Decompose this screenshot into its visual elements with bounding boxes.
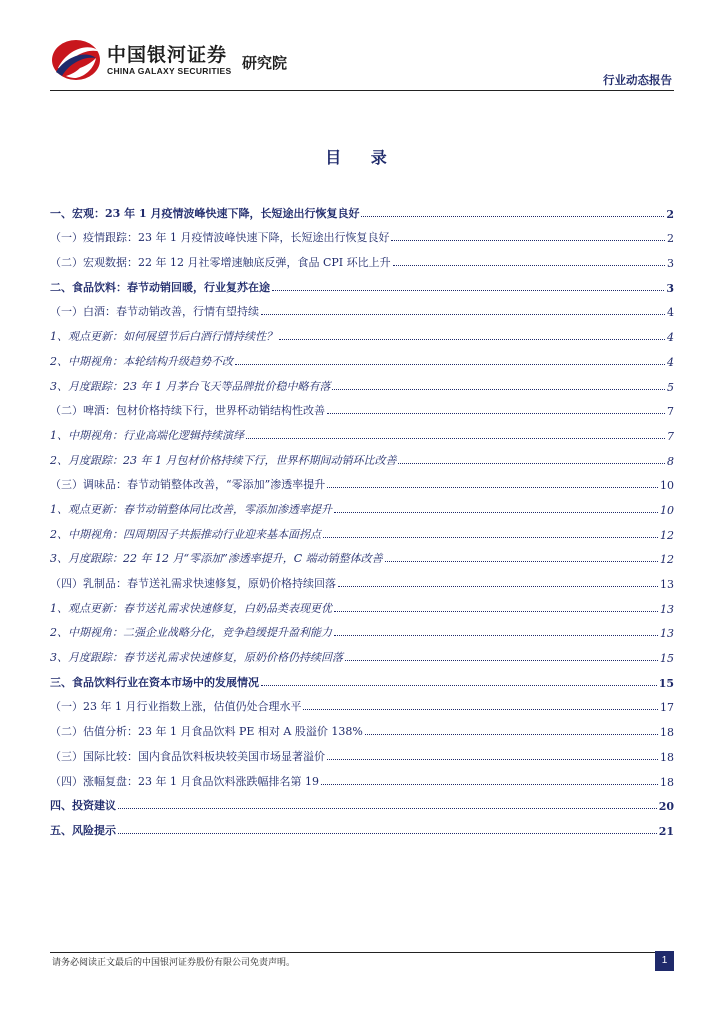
toc-title: 目 录 xyxy=(325,148,399,167)
galaxy-logo-icon xyxy=(50,38,102,82)
page-number: 1 xyxy=(655,951,674,971)
toc-entry[interactable] xyxy=(50,369,674,394)
footer-divider xyxy=(50,952,674,953)
report-type-label: 行业动态报告 xyxy=(603,73,672,87)
toc-entry-title: 2、中期视角：本轮结构升级趋势不改 xyxy=(50,354,233,368)
toc-leader-dots xyxy=(334,512,658,513)
toc-entry-title: （一）白酒：春节动销改善，行情有望持续 xyxy=(50,305,259,319)
toc-entry[interactable] xyxy=(50,566,674,591)
toc-leader-dots xyxy=(332,389,665,390)
toc-entry[interactable] xyxy=(50,542,674,567)
footer-disclaimer: 请务必阅读正文最后的中国银河证券股份有限公司免责声明。 xyxy=(52,958,296,968)
toc-leader-dots xyxy=(235,364,665,365)
toc-leader-dots xyxy=(361,216,664,217)
toc-entry-title: （二）宏观数据：22 年 12 月社零增速触底反弹，食品 CPI 环比上升 xyxy=(50,256,391,270)
toc-leader-dots xyxy=(323,537,658,538)
toc-entry-title: （三）国际比较：国内食品饮料板块较美国市场显著溢价 xyxy=(50,749,325,763)
toc-entry[interactable] xyxy=(50,739,674,764)
toc-leader-dots xyxy=(279,339,665,340)
toc-leader-dots xyxy=(272,290,664,291)
toc-entry-title: 一、宏观：23 年 1 月疫情波峰快速下降，长短途出行恢复良好 xyxy=(50,206,360,220)
table-of-contents xyxy=(50,196,674,838)
toc-entry-page: 20 xyxy=(658,800,674,814)
toc-entry-page: 2 xyxy=(667,232,674,246)
toc-entry-page: 13 xyxy=(660,602,674,616)
toc-leader-dots xyxy=(365,734,658,735)
toc-entry-title: 1、观点更新：如何展望节后白酒行情持续性？ xyxy=(50,330,277,344)
toc-entry-page: 5 xyxy=(667,380,674,394)
toc-leader-dots xyxy=(334,611,658,612)
toc-entry-page: 4 xyxy=(667,306,674,320)
toc-entry-page: 8 xyxy=(667,454,674,468)
toc-entry[interactable] xyxy=(50,591,674,616)
toc-leader-dots xyxy=(327,413,665,414)
toc-entry[interactable] xyxy=(50,789,674,814)
toc-entry[interactable] xyxy=(50,492,674,517)
toc-entry-title: 3、月度跟踪：22 年 12 月“零添加”渗透率提升，C 端动销整体改善 xyxy=(50,552,383,566)
toc-entry-title: 1、观点更新：春节送礼需求快速修复，白奶品类表现更优 xyxy=(50,601,332,615)
toc-entry-page: 17 xyxy=(660,701,674,715)
toc-entry-title: （三）调味品：春节动销整体改善，“零添加”渗透率提升 xyxy=(50,478,326,492)
toc-entry-page: 18 xyxy=(660,750,674,764)
toc-entry[interactable] xyxy=(50,714,674,739)
toc-entry-title: （一）23 年 1 月行业指数上涨，估值仍处合理水平 xyxy=(50,700,302,714)
toc-entry-page: 2 xyxy=(666,207,674,221)
toc-entry-page: 21 xyxy=(658,824,674,838)
toc-entry[interactable] xyxy=(50,443,674,468)
toc-entry[interactable] xyxy=(50,394,674,419)
toc-entry-title: （四）乳制品：春节送礼需求快速修复，原奶价格持续回落 xyxy=(50,577,336,590)
toc-entry-title: 3、月度跟踪：23 年 1 月茅台飞天等品牌批价稳中略有落 xyxy=(50,379,331,393)
toc-entry-page: 7 xyxy=(667,405,674,419)
toc-leader-dots xyxy=(261,314,665,315)
toc-entry[interactable] xyxy=(50,319,674,344)
page-header xyxy=(0,0,724,92)
header-divider xyxy=(50,90,674,91)
toc-entry-title: （四）涨幅复盘：23 年 1 月食品饮料涨跌幅排名第 19 xyxy=(50,774,319,788)
toc-entry-page: 10 xyxy=(660,479,674,493)
brand-name-en: CHINA GALAXY SECURITIES xyxy=(107,66,232,76)
toc-entry-page: 10 xyxy=(660,503,674,517)
toc-entry-page: 7 xyxy=(667,429,674,443)
toc-entry-page: 18 xyxy=(660,775,674,789)
toc-entry-page: 18 xyxy=(660,726,674,740)
toc-entry-title: 三、食品饮料行业在资本市场中的发展情况 xyxy=(50,675,259,689)
toc-entry[interactable] xyxy=(50,196,674,221)
toc-entry-page: 3 xyxy=(666,281,674,295)
toc-entry[interactable] xyxy=(50,517,674,542)
toc-entry[interactable] xyxy=(50,616,674,641)
toc-leader-dots xyxy=(118,833,657,834)
toc-entry-title: 二、食品饮料：春节动销回暖，行业复苏在途 xyxy=(50,280,270,294)
toc-leader-dots xyxy=(334,635,658,636)
toc-entry[interactable] xyxy=(50,221,674,246)
toc-entry[interactable] xyxy=(50,270,674,295)
toc-entry-title: 五、风险提示 xyxy=(50,823,116,837)
toc-entry[interactable] xyxy=(50,813,674,838)
toc-entry-page: 13 xyxy=(660,627,674,641)
toc-leader-dots xyxy=(345,660,658,661)
toc-entry[interactable] xyxy=(50,690,674,715)
toc-entry-title: 四、投资建议 xyxy=(50,799,116,813)
toc-leader-dots xyxy=(321,784,658,785)
toc-entry-page: 15 xyxy=(658,676,674,690)
toc-entry[interactable] xyxy=(50,245,674,270)
toc-leader-dots xyxy=(118,808,657,809)
toc-entry-title: 2、中期视角：四周期因子共振推动行业迎来基本面拐点 xyxy=(50,527,321,541)
toc-entry-title: （一）疫情跟踪：23 年 1 月疫情波峰快速下降，长短途出行恢复良好 xyxy=(50,231,390,245)
toc-leader-dots xyxy=(246,438,665,439)
toc-entry-title: （二）啤酒：包材价格持续下行，世界杯动销结构性改善 xyxy=(50,404,325,418)
institute-label: 研究院 xyxy=(242,54,288,72)
toc-leader-dots xyxy=(391,240,665,241)
toc-entry[interactable] xyxy=(50,418,674,443)
toc-leader-dots xyxy=(327,487,658,488)
toc-leader-dots xyxy=(261,685,657,686)
toc-entry-title: 2、月度跟踪：23 年 1 月包材价格持续下行，世界杯期间动销环比改善 xyxy=(50,453,397,467)
toc-entry[interactable] xyxy=(50,640,674,665)
toc-entry-page: 13 xyxy=(660,578,674,591)
toc-leader-dots xyxy=(385,561,658,562)
toc-entry-title: 1、中期视角：行业高端化逻辑持续演绎 xyxy=(50,428,244,442)
brand-name-cn: 中国银河证券 xyxy=(107,44,228,66)
toc-leader-dots xyxy=(303,709,658,710)
toc-entry-title: （二）估值分析：23 年 1 月食品饮料 PE 相对 A 股溢价 138% xyxy=(50,725,363,739)
toc-entry[interactable] xyxy=(50,468,674,493)
toc-entry-page: 12 xyxy=(660,553,674,567)
toc-entry[interactable] xyxy=(50,295,674,320)
toc-leader-dots xyxy=(398,463,665,464)
toc-entry-page: 3 xyxy=(667,257,674,271)
toc-entry[interactable] xyxy=(50,764,674,789)
toc-leader-dots xyxy=(393,265,665,266)
toc-entry[interactable] xyxy=(50,344,674,369)
toc-leader-dots xyxy=(338,586,658,587)
toc-leader-dots xyxy=(327,759,658,760)
toc-entry-title: 1、观点更新：春节动销整体同比改善，零添加渗透率提升 xyxy=(50,502,332,516)
toc-entry[interactable] xyxy=(50,665,674,690)
toc-entry-page: 4 xyxy=(667,331,674,345)
toc-entry-page: 4 xyxy=(667,355,674,369)
toc-entry-title: 2、中期视角：二强企业战略分化，竞争趋缓提升盈利能力 xyxy=(50,626,332,640)
toc-entry-page: 12 xyxy=(660,528,674,542)
toc-entry-title: 3、月度跟踪：春节送礼需求快速修复，原奶价格仍持续回落 xyxy=(50,651,343,665)
toc-entry-page: 15 xyxy=(660,652,674,666)
